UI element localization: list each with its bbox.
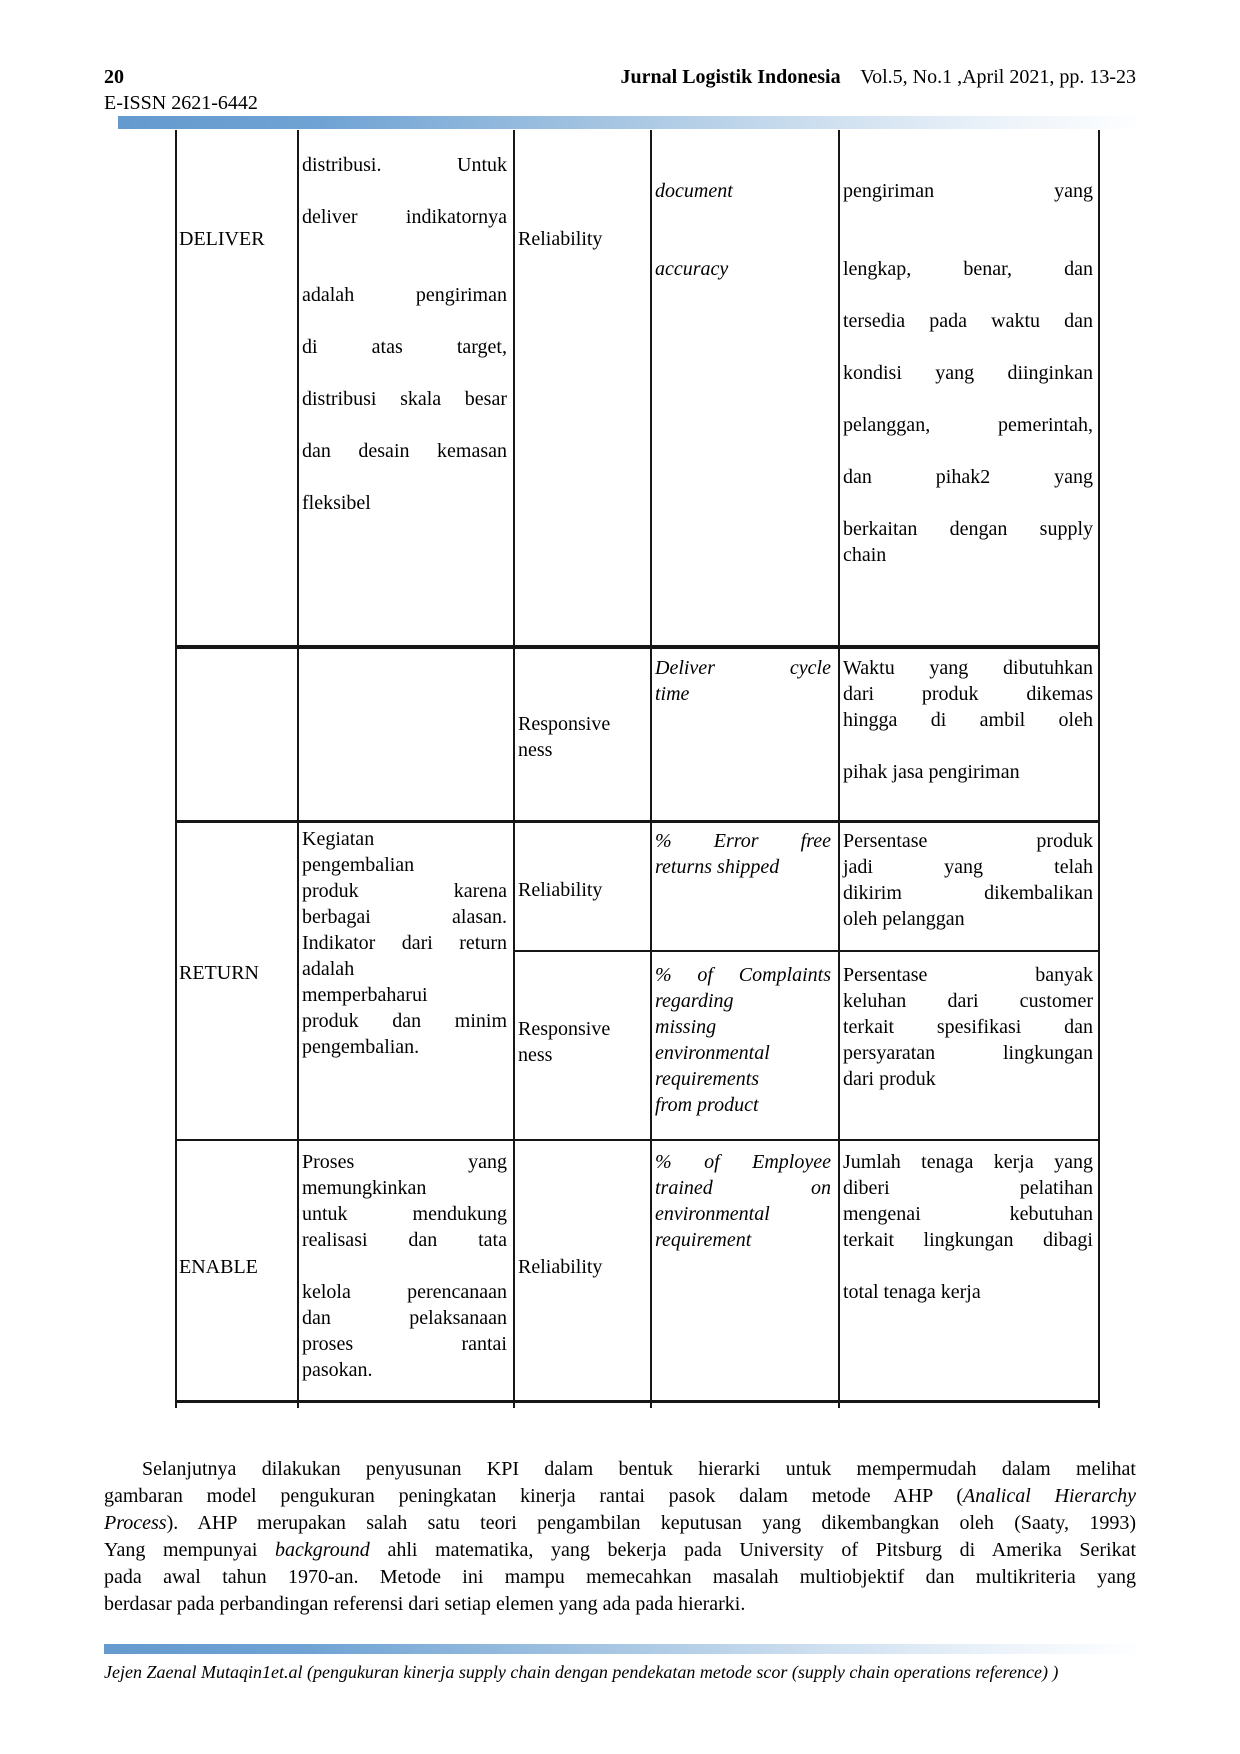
header-accent-bar <box>118 116 1136 129</box>
table-text-line: distribusi. Untuk <box>302 154 507 176</box>
paragraph-line <box>104 1483 1136 1510</box>
table-text-line: lengkap, benar, dan <box>843 258 1093 280</box>
table-cell-deliver-kpi <box>655 130 831 693</box>
table-cell-deliver-cycle-description <box>843 645 1093 830</box>
table-column-divider <box>650 130 652 1408</box>
table-text-line: fleksibel <box>302 492 371 514</box>
blank-line <box>843 230 1093 256</box>
table-cell-enable-kpi <box>655 1139 831 1410</box>
table-text-line: ENABLE <box>179 1256 258 1278</box>
table-text-line: trained on <box>655 1177 831 1199</box>
table-text-line: produk karena <box>302 880 507 902</box>
table-text-line: Reliability <box>518 1256 603 1278</box>
table-border-left <box>175 130 177 1408</box>
table-text-line: Indikator dari return <box>302 932 507 954</box>
table-cell-return-description <box>302 820 507 1145</box>
table-cell-return-complaints-kpi <box>655 950 831 1151</box>
footer-citation: Jejen Zaenal Mutaqin1et.al (pengukuran kinerja supply chain dengan pendekatan metode scor (supply chain operations reference) ) <box>104 1662 1059 1682</box>
table-text-line: memungkinkan <box>302 1177 427 1199</box>
italic-text-segment: Process <box>104 1512 167 1534</box>
table-text-line: berkaitan dengan supply <box>843 518 1093 540</box>
table-text-line: Kegiatan <box>302 828 375 850</box>
table-cell-deliver-description <box>302 130 507 667</box>
table-column-divider <box>513 130 515 1408</box>
page-number: 20 <box>104 66 124 88</box>
journal-title: Jurnal Logistik Indonesia <box>620 66 841 88</box>
table-text-line: chain <box>843 544 887 566</box>
paragraph-line <box>104 1591 1136 1618</box>
table-text-line: keluhan dari customer <box>843 990 1093 1012</box>
paragraph-line <box>104 1456 1136 1483</box>
blank-line <box>655 230 831 256</box>
table-text-line: missing <box>655 1016 717 1038</box>
blank-line <box>843 1253 1093 1279</box>
blank-line <box>302 256 507 282</box>
table-text-line: diberi pelatihan <box>843 1177 1093 1199</box>
table-text-line: regarding <box>655 990 734 1012</box>
table-text-line: di atas target, <box>302 336 507 358</box>
table-text-line: requirements <box>655 1068 760 1090</box>
table-text-line: DELIVER <box>179 228 265 250</box>
table-text-line: Persentase produk <box>843 830 1093 852</box>
table-text-line: kelola perencanaan <box>302 1281 507 1303</box>
table-column-divider <box>297 130 299 1408</box>
table-text-line: dari produk dikemas <box>843 683 1093 705</box>
table-cell-process-deliver <box>179 130 291 741</box>
table-text-line: dari produk <box>843 1068 936 1090</box>
table-text-line: dikirim dikembalikan <box>843 882 1093 904</box>
table-text-line: Proses yang <box>302 1151 507 1173</box>
text-segment: Yang mempunyai <box>104 1539 276 1561</box>
table-text-line: pelanggan, pemerintah, <box>843 414 1093 436</box>
table-text-line: persyaratan lingkungan <box>843 1042 1093 1064</box>
table-cell-return-error-free-description <box>843 820 1093 958</box>
text-segment: ahli matematika, yang bekerja pada University of Pitsburg di Amerika Serikat <box>369 1539 1136 1561</box>
table-cell-return-error-free-kpi <box>655 820 831 958</box>
table-text-line: realisasi dan tata <box>302 1229 507 1251</box>
table-cell-deliver-kpi-description <box>843 130 1093 693</box>
paragraph-line <box>104 1564 1136 1591</box>
table-text-line: distribusi skala besar <box>302 388 507 410</box>
table-text-line: jadi yang telah <box>843 856 1093 878</box>
text-segment: gambaran model pengukuran peningkatan kinerja rantai pasok dalam metode AHP ( <box>104 1485 963 1507</box>
text-segment: pada awal tahun 1970-an. Metode ini mampu memecahkan masalah multiobjektif dan multikriteria yang <box>104 1566 1136 1588</box>
journal-issue-meta: Vol.5, No.1 ,April 2021, pp. 13-23 <box>860 66 1136 88</box>
table-text-line: ness <box>518 1044 553 1066</box>
blank-line <box>843 733 1093 759</box>
table-text-line: Responsive <box>518 1018 611 1040</box>
table-text-line: environmental <box>655 1203 770 1225</box>
table-text-line: % Error free <box>655 830 831 852</box>
table-text-line: produk dan minim <box>302 1010 507 1032</box>
table-text-line: RETURN <box>179 962 259 984</box>
table-text-line: adalah pengiriman <box>302 284 507 306</box>
header-spacer <box>846 66 856 88</box>
italic-text-segment: Analical Hierarchy <box>963 1485 1136 1507</box>
table-text-line: dan desain kemasan <box>302 440 507 462</box>
table-text-line: proses rantai <box>302 1333 507 1355</box>
text-segment: Selanjutnya dilakukan penyusunan KPI dalam bentuk hierarki untuk mempermudah dalam melihat <box>142 1458 1136 1480</box>
table-text-line: adalah <box>302 958 355 980</box>
paragraph-line <box>104 1537 1136 1564</box>
footer-accent-bar <box>104 1644 1136 1654</box>
table-text-line: pengembalian. <box>302 1036 420 1058</box>
table-cell-return-complaints-description <box>843 950 1093 1151</box>
table-text-line: hingga di ambil oleh <box>843 709 1093 731</box>
table-text-line: % of Complaints <box>655 964 831 986</box>
table-text-line: time <box>655 683 690 705</box>
table-text-line: pengembalian <box>302 854 415 876</box>
table-text-line: memperbaharui <box>302 984 428 1006</box>
table-border-right <box>1098 130 1100 1408</box>
table-text-line: accuracy <box>655 258 729 280</box>
table-text-line: pengiriman yang <box>843 180 1093 202</box>
table-cell-enable-kpi-description <box>843 1139 1093 1410</box>
table-text-line: kondisi yang diinginkan <box>843 362 1093 384</box>
table-cell-enable-description <box>302 1139 507 1410</box>
table-text-line: Jumlah tenaga kerja yang <box>843 1151 1093 1173</box>
table-text-line: Waktu yang dibutuhkan <box>843 657 1093 679</box>
table-text-line: oleh pelanggan <box>843 908 965 930</box>
table-text-line: terkait lingkungan dibagi <box>843 1229 1093 1251</box>
table-text-line: Responsive <box>518 713 611 735</box>
table-text-line: requirement <box>655 1229 752 1251</box>
journal-header <box>621 66 1136 89</box>
table-text-line: returns shipped <box>655 856 780 878</box>
table-text-line: environmental <box>655 1042 770 1064</box>
table-text-line: berbagai alasan. <box>302 906 507 928</box>
text-segment: ). AHP merupakan salah satu teori pengambilan keputusan yang dikembangkan oleh (Saaty, 1993) <box>166 1512 1136 1534</box>
table-column-divider <box>838 130 840 1408</box>
table-text-line: Reliability <box>518 879 603 901</box>
table-text-line: % of Employee <box>655 1151 831 1173</box>
table-text-line: total tenaga kerja <box>843 1281 981 1303</box>
table-text-line: dan pelaksanaan <box>302 1307 507 1329</box>
table-text-line: tersedia pada waktu dan <box>843 310 1093 332</box>
issn-label: E-ISSN 2621-6442 <box>104 92 258 114</box>
table-text-line: untuk mendukung <box>302 1203 507 1225</box>
table-text-line: dan pihak2 yang <box>843 466 1093 488</box>
text-segment: berdasar pada perbandingan referensi dari setiap elemen yang ada pada hierarki. <box>104 1593 746 1615</box>
table-cell-deliver-cycle-kpi <box>655 645 831 830</box>
body-paragraph <box>104 1456 1136 1618</box>
table-text-line: document <box>655 180 733 202</box>
table-text-line: Persentase banyak <box>843 964 1093 986</box>
table-text-line: pihak jasa pengiriman <box>843 761 1020 783</box>
table-text-line: pasokan. <box>302 1359 373 1381</box>
table-text-line: deliver indikatornya <box>302 206 507 228</box>
table-text-line: ness <box>518 739 553 761</box>
italic-text-segment: background <box>275 1539 370 1561</box>
table-text-line: terkait spesifikasi dan <box>843 1016 1093 1038</box>
table-text-line: mengenai kebutuhan <box>843 1203 1093 1225</box>
table-text-line: Deliver cycle <box>655 657 831 679</box>
table-text-line: from product <box>655 1094 759 1116</box>
table-text-line: Reliability <box>518 228 603 250</box>
blank-line <box>302 1253 507 1279</box>
paragraph-line <box>104 1510 1136 1537</box>
